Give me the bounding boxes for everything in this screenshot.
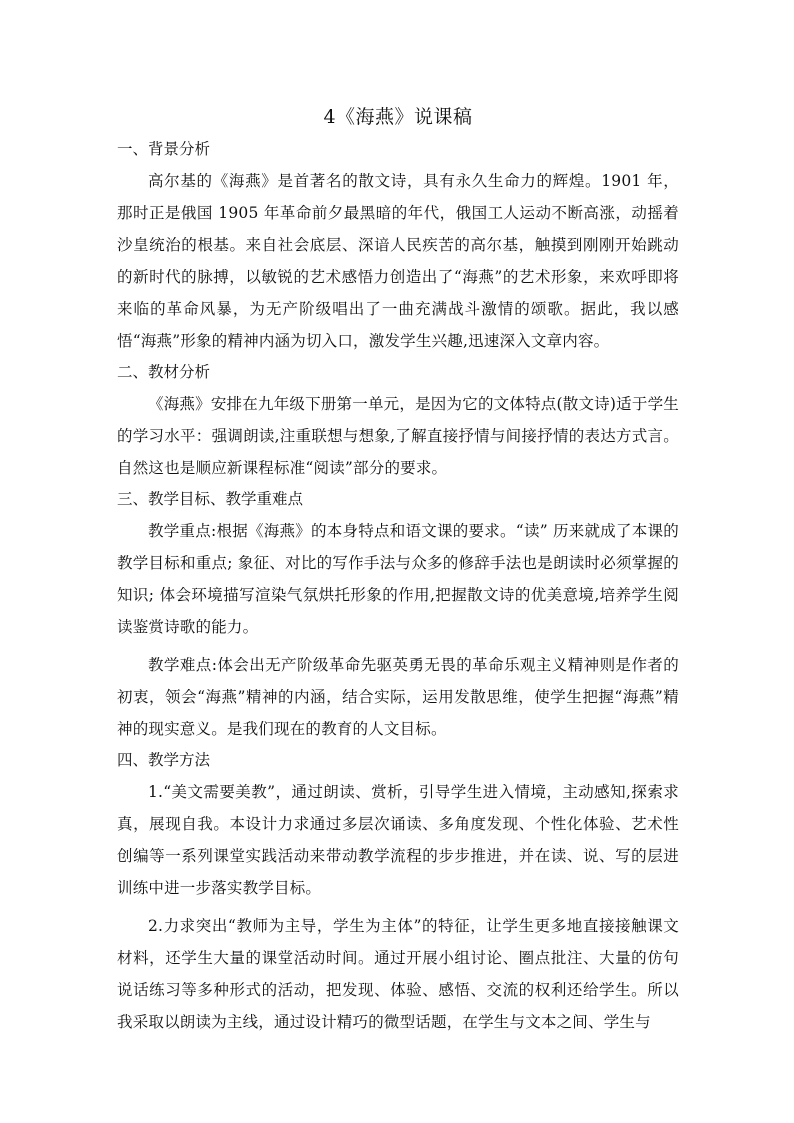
paragraph-key-points: 教学重点:根据《海燕》的本身特点和语文课的要求。“读” 历来就成了本课的教学目标和重点; 象征、对比的写作手法与众多的修辞手法也是朗读时必须掌握的知识; 体会环境描写渲染气氛烘托形象的作用,把握散文诗的优美意境,培养学生阅读鉴赏诗歌的能力。 [117, 522, 679, 636]
paragraph-method-1: 1.“美文需要美教”，通过朗读、赏析，引导学生进入情境，主动感知,探索求真，展现自我。本设计力求通过多层次诵读、多角度发现、个性化体验、艺术性创编等一系列课堂实践活动来带动教学流程的步步推进，并在读、说、写的层进训练中进一步落实教学目标。 [117, 783, 679, 897]
paragraph-background: 高尔基的《海燕》是首著名的散文诗，具有永久生命力的辉煌。1901 年，那时正是俄国 1905 年革命前夕最黑暗的年代，俄国工人运动不断高涨，动摇着沙皇统治的根基。来自社会底层、深谙人民疾苦的高尔基，触摸到刚刚开始跳动的新时代的脉搏，以敏锐的艺术感悟力创造出了“海燕”的艺术形象，来欢呼即将来临的革命风暴，为无产阶级唱出了一曲充满战斗激情的颂歌。据此，我以感悟“海燕”形象的精神内涵为切入口，激发学生兴趣,迅速深入文章内容。 [117, 172, 679, 350]
section-heading-background: 一、背景分析 [117, 140, 211, 158]
paragraph-method-2: 2.力求突出“教师为主导，学生为主体”的特征，让学生更多地直接接触课文材料，还学生大量的课堂活动时间。通过开展小组讨论、圈点批注、大量的仿句说话练习等多种形式的活动，把发现、体验、感悟、交流的权利还给学生。所以我采取以朗读为主线，通过设计精巧的微型话题，在学生与文本之间、学生与 [117, 917, 679, 1031]
document-title: 4《海燕》说课稿 [323, 106, 473, 128]
document-page [117, 100, 679, 1038]
paragraph-difficulties: 教学难点:体会出无产阶级革命先驱英勇无畏的革命乐观主义精神则是作者的初衷，领会“海燕”精神的内涵，结合实际，运用发散思维，使学生把握“海燕”精神的现实意义。是我们现在的教育的人文目标。 [117, 656, 679, 738]
paragraph-textbook: 《海燕》安排在九年级下册第一单元，是因为它的文体特点(散文诗)适于学生的学习水平：强调朗读,注重联想与想象,了解直接抒情与间接抒情的表达方式言。自然这也是顺应新课程标准“阅读”部分的要求。 [117, 395, 679, 477]
section-heading-textbook: 二、教材分析 [117, 363, 211, 381]
section-heading-objectives: 三、教学目标、教学重难点 [117, 490, 304, 508]
section-heading-methods: 四、教学方法 [117, 751, 211, 769]
